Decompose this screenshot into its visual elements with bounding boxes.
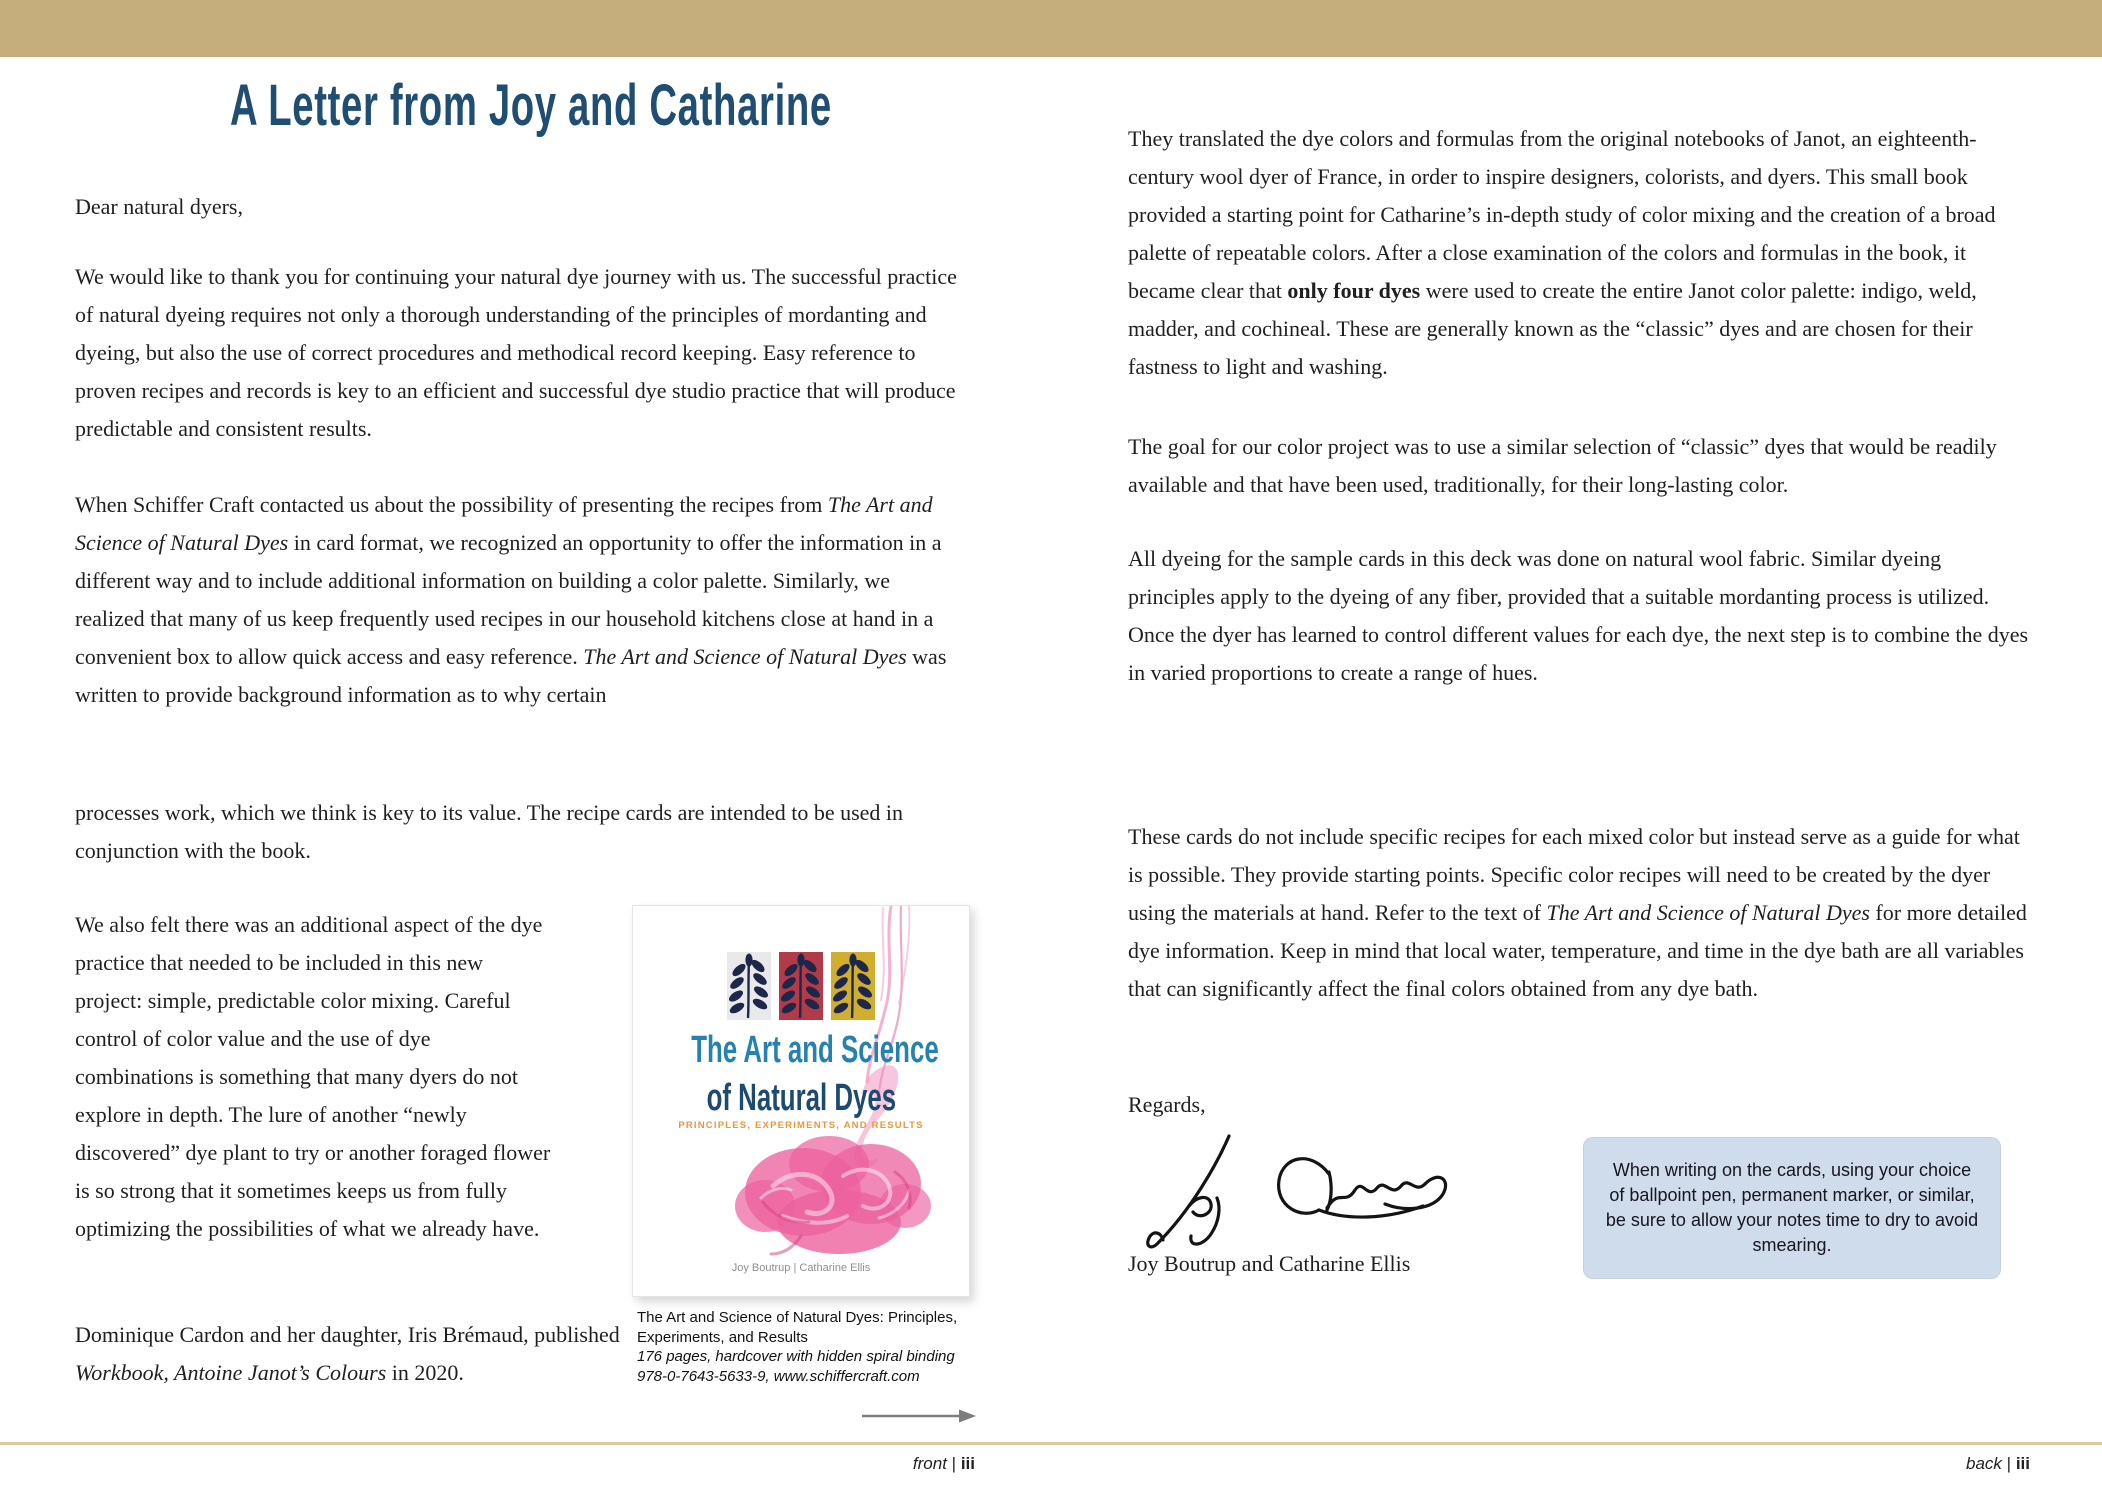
signature (1133, 1128, 1463, 1258)
paragraph-processes: processes work, which we think is key to its value. The recipe cards are intended to be used in conjunction with the book. (75, 800, 904, 863)
paragraph-wool: All dyeing for the sample cards in this deck was done on natural wool fabric. Similar dyeing principles apply to the dyeing of any fiber, provided that a suitable mordanting process is utilized. Once the dyer has learned to control different values for each dye, the next step is to combine the dyes in varied proportions to create a range of hues. (1128, 546, 2029, 685)
book-cover (632, 905, 970, 1297)
book-caption (637, 1308, 973, 1386)
cover-title-line2: of Natural Dyes (706, 1077, 896, 1119)
flip-arrow-icon (862, 1408, 977, 1429)
leaf-panel-gold (831, 952, 875, 1020)
signature-names: Joy Boutrup and Catharine Ellis (1128, 1251, 1411, 1276)
salutation: Dear natural dyers, (75, 194, 243, 219)
paragraph-cardon: Dominique Cardon and her daughter, Iris Brémaud, published Workbook, Antoine Janot’s Colours in 2020. (75, 1322, 620, 1385)
paragraph-schiffer: When Schiffer Craft contacted us about the possibility of presenting the recipes from The Art and Science of Natural Dyes in card format, we recognized an opportunity to offer the information in a different way and to include additional information on building a color palette. Similarly, we realized that many of us keep frequently used recipes in our household kitchens close at hand in a convenient box to allow quick access and easy reference. The Art and Science of Natural Dyes was written to provide background information as to why certain (75, 492, 947, 707)
footer-back (1128, 1454, 2030, 1474)
cover-title-line1: The Art and Science (691, 1029, 939, 1071)
paragraph-goal: The goal for our color project was to use a similar selection of “classic” dyes that would be readily available and that have been used, traditionally, for their long-lasting color. (1128, 434, 1997, 497)
cover-subtitle: PRINCIPLES, EXPERIMENTS, AND RESULTS (678, 1120, 924, 1131)
note-box: When writing on the cards, using your choice of ballpoint pen, permanent marker, or similar, be sure to allow your notes time to dry to avoid smearing. (1583, 1137, 2001, 1279)
footer-front-divider: | (951, 1454, 957, 1473)
footer-front-page: iii (960, 1454, 975, 1473)
footer-front (75, 1454, 975, 1474)
leaf-panel-red (779, 952, 823, 1020)
top-band (0, 0, 2102, 57)
page-title: A Letter from Joy and Catharine (230, 73, 832, 138)
paragraph-guide: These cards do not include specific recipes for each mixed color but instead serve as a guide for what is possible. They provide starting points. Specific color recipes will need to be created by the dyer using the materials at hand. Refer to the text of The Art and Science of Natural Dyes for more detailed dye information. Keep in mind that local water, temperature, and time in the dye bath are all variables that can significantly affect the final colors obtained from any dye bath. (1128, 824, 2027, 1001)
paragraph-color-mixing: We also felt there was an additional aspect of the dye practice that needed to be included in this new project: simple, predictable color mixing. Careful control of color value and the use of dye combinations is something that many dyers do not explore in depth. The lure of another “newly discovered” dye plant to try or another foraged flower is so strong that it sometimes keeps us from fully optimizing the possibilities of what we already have. (75, 912, 551, 1241)
footer-back-divider: | (2006, 1454, 2012, 1473)
footer-front-label: front (912, 1454, 947, 1473)
paragraph-janot: They translated the dye colors and formulas from the original notebooks of Janot, an eighteenth-century wool dyer of France, in order to inspire designers, colorists, and dyers. This small book provided a starting point for Catharine’s in-depth study of color mixing and the creation of a broad palette of repeatable colors. After a close examination of the colors and formulas in the book, it became clear that only four dyes were used to create the entire Janot color palette: indigo, weld, madder, and cochineal. These are generally known as the “classic” dyes and are chosen for their fastness to light and washing. (1128, 126, 1996, 379)
regards: Regards, (1128, 1092, 1206, 1117)
footer-back-label: back (1966, 1454, 2002, 1473)
footer-back-page: iii (2015, 1454, 2030, 1473)
book-caption-format: 176 pages, hardcover with hidden spiral binding (637, 1348, 955, 1365)
leaf-panels (727, 952, 875, 1020)
book-caption-isbn: 978-0-7643-5633-9, www.schiffercraft.com (637, 1367, 920, 1385)
leaf-panel-gray (727, 952, 771, 1020)
book-caption-title: The Art and Science of Natural Dyes: Principles, Experiments, and Results (637, 1309, 958, 1346)
paragraph-intro: We would like to thank you for continuing your natural dye journey with us. The successful practice of natural dyeing requires not only a thorough understanding of the principles of mordanting and dyeing, but also the use of correct procedures and methodical record keeping. Easy reference to proven recipes and records is key to an efficient and successful dye studio practice that will produce predictable and consistent results. (75, 264, 957, 441)
cover-title (633, 1030, 969, 1126)
cover-authors: Joy Boutrup | Catharine Ellis (731, 1262, 871, 1274)
footer-rule (0, 1442, 2102, 1445)
